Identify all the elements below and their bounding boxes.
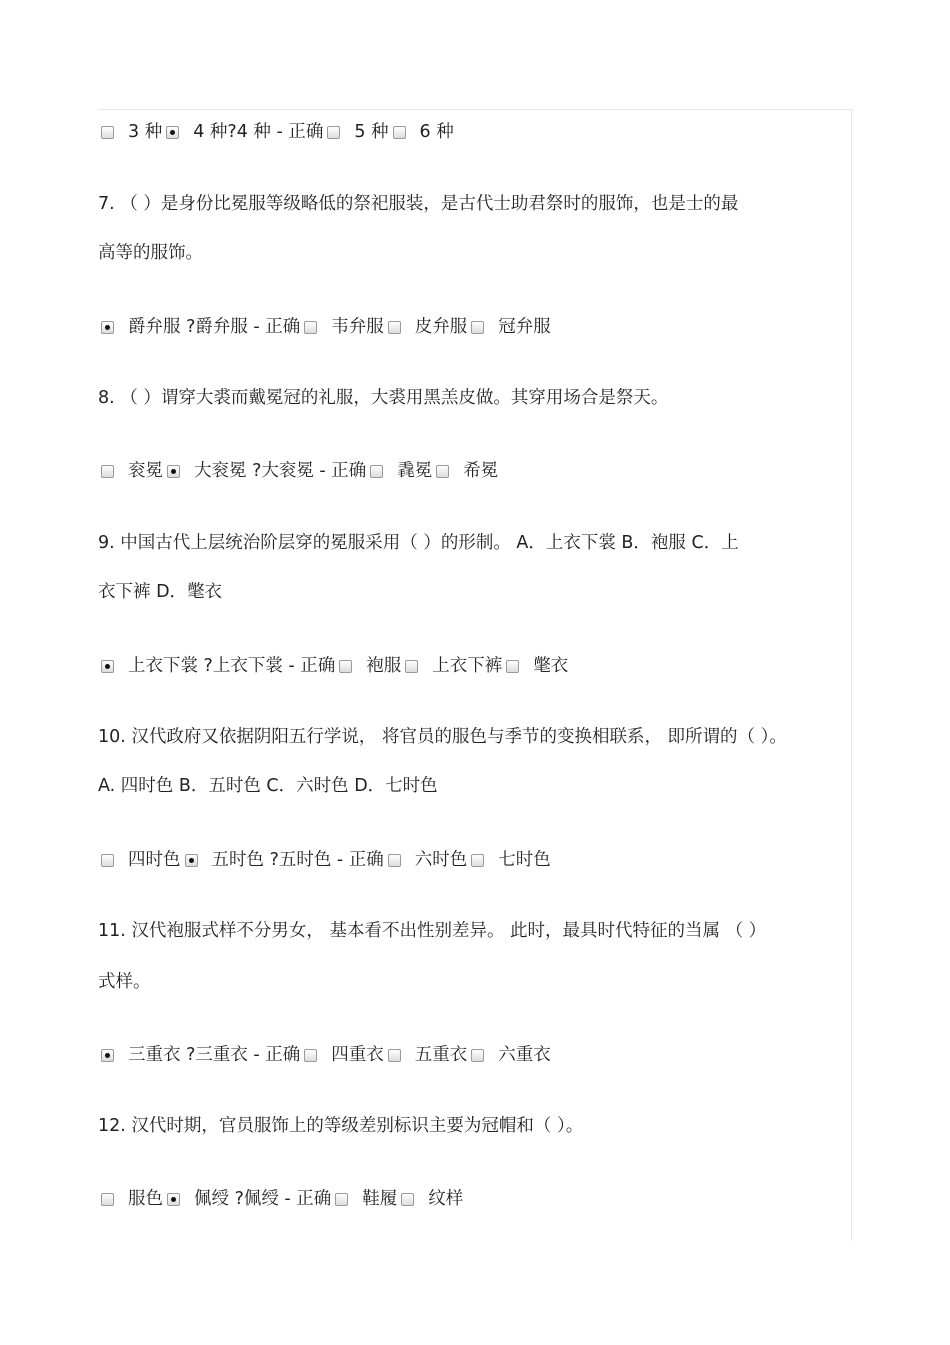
radio-button-selected[interactable] <box>167 1193 180 1206</box>
option-label: 爵弁服 ?爵弁服 - 正确 <box>128 317 301 337</box>
option-label: 冠弁服 <box>498 317 551 337</box>
radio-button[interactable] <box>101 854 114 867</box>
radio-button[interactable] <box>471 1049 484 1062</box>
answer-row-q6 <box>101 121 458 143</box>
radio-button[interactable] <box>405 660 418 673</box>
radio-button-selected[interactable] <box>101 660 114 673</box>
radio-button[interactable] <box>101 1193 114 1206</box>
option-label: 希冕 <box>463 461 499 481</box>
option-label: 毳冕 <box>397 461 433 481</box>
option-label: 上衣下裤 <box>432 656 503 676</box>
question-9-line-1: 9. 中国古代上层统治阶层穿的冕服采用（ ）的形制。 A．上衣下裳 B．袍服 C．上 <box>98 533 739 553</box>
question-7-line-1: 7. （ ）是身份比冕服等级略低的祭祀服装，是古代士助君祭时的服饰，也是士的最 <box>98 194 739 214</box>
option-label: 3 种 <box>128 122 163 142</box>
radio-button-selected[interactable] <box>167 465 180 478</box>
radio-button[interactable] <box>335 1193 348 1206</box>
option-label: 四时色 <box>128 850 181 870</box>
answer-row-q12 <box>101 1188 467 1210</box>
radio-button[interactable] <box>327 126 340 139</box>
option-label: 三重衣 ?三重衣 - 正确 <box>128 1045 301 1065</box>
option-label: 六时色 <box>414 850 468 870</box>
radio-button[interactable] <box>388 854 401 867</box>
radio-button[interactable] <box>471 854 484 867</box>
option-label: 皮弁服 <box>414 317 468 337</box>
question-10-line-2: A. 四时色 B．五时色 C．六时色 D．七时色 <box>98 776 438 796</box>
radio-button[interactable] <box>388 321 401 334</box>
option-label: 5 种 <box>354 122 389 142</box>
option-label: 五重衣 <box>414 1045 468 1065</box>
question-12-line-1: 12. 汉代时期，官员服饰上的等级差别标识主要为冠帽和（ ）。 <box>98 1116 584 1136</box>
option-label: 衮冕 <box>128 461 163 481</box>
question-11-line-2: 式样。 <box>98 972 151 992</box>
option-label: 服色 <box>128 1189 163 1209</box>
option-label: 袍服 <box>366 656 402 676</box>
option-label: 氅衣 <box>533 656 569 676</box>
radio-button-selected[interactable] <box>101 321 114 334</box>
answer-row-q7 <box>101 316 555 338</box>
option-label: 五时色 ?五时色 - 正确 <box>211 850 384 870</box>
radio-button[interactable] <box>388 1049 401 1062</box>
question-11-line-1: 11. 汉代袍服式样不分男女， 基本看不出性别差异。 此时，最具时代特征的当属 （ ） <box>98 921 767 941</box>
option-label: 六重衣 <box>498 1045 551 1065</box>
radio-button[interactable] <box>401 1193 414 1206</box>
frame-right-border <box>851 109 852 1241</box>
radio-button-selected[interactable] <box>166 126 179 139</box>
radio-button-selected[interactable] <box>101 1049 114 1062</box>
option-label: 上衣下裳 ?上衣下裳 - 正确 <box>128 656 336 676</box>
option-label: 纹样 <box>428 1189 464 1209</box>
radio-button[interactable] <box>101 465 114 478</box>
radio-button[interactable] <box>304 321 317 334</box>
radio-button[interactable] <box>101 126 114 139</box>
question-9-line-2: 衣下裤 D．氅衣 <box>98 582 223 602</box>
radio-button[interactable] <box>339 660 352 673</box>
radio-button[interactable] <box>370 465 383 478</box>
question-8-line-1: 8. （ ）谓穿大裘而戴冕冠的礼服，大裘用黑羔皮做。其穿用场合是祭天。 <box>98 388 669 408</box>
option-label: 韦弁服 <box>331 317 384 337</box>
radio-button[interactable] <box>506 660 519 673</box>
radio-button[interactable] <box>393 126 406 139</box>
option-label: 4 种?4 种 - 正确 <box>193 122 324 142</box>
answer-row-q8 <box>101 460 502 482</box>
option-label: 大衮冕 ?大衮冕 - 正确 <box>194 461 367 481</box>
answer-row-q9 <box>101 655 572 677</box>
option-label: 6 种 <box>419 122 454 142</box>
radio-button[interactable] <box>304 1049 317 1062</box>
radio-button-selected[interactable] <box>185 854 198 867</box>
answer-row-q10 <box>101 849 555 871</box>
option-label: 七时色 <box>498 850 551 870</box>
frame-top-border <box>98 109 851 110</box>
question-7-line-2: 高等的服饰。 <box>98 243 203 263</box>
radio-button[interactable] <box>436 465 449 478</box>
option-label: 佩绶 ?佩绶 - 正确 <box>194 1189 332 1209</box>
answer-row-q11 <box>101 1044 555 1066</box>
radio-button[interactable] <box>471 321 484 334</box>
question-10-line-1: 10. 汉代政府又依据阴阳五行学说， 将官员的服色与季节的变换相联系， 即所谓的（ ）。 <box>98 727 787 747</box>
option-label: 四重衣 <box>331 1045 384 1065</box>
option-label: 鞋履 <box>362 1189 398 1209</box>
